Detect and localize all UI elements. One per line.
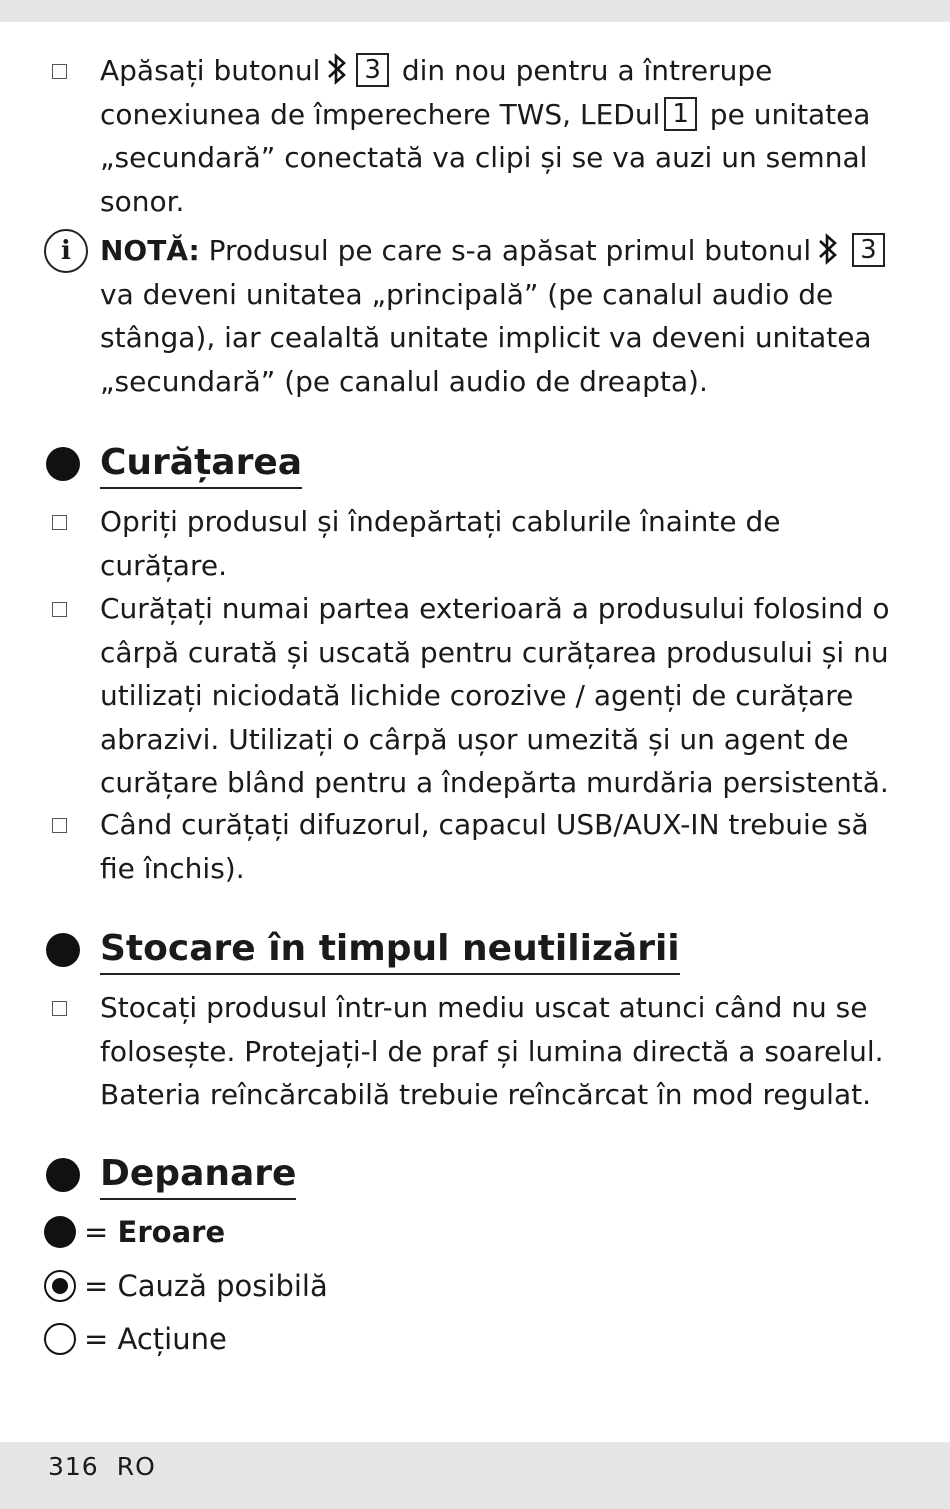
list-item: Când curățați difuzorul, capacul USB/AUX-IN trebuie să fie închis). bbox=[100, 808, 869, 885]
button-ref-box: 3 bbox=[852, 233, 885, 267]
text-part: Apăsați butonul bbox=[100, 54, 321, 87]
list-item: Opriți produsul și îndepărtați cablurile înainte de curățare. bbox=[100, 505, 781, 582]
section-title-cleaning: Curățarea bbox=[100, 441, 302, 489]
page-number: 316 bbox=[48, 1452, 99, 1481]
legend-row-cause bbox=[44, 1268, 328, 1304]
target-circle-icon bbox=[44, 1270, 76, 1302]
bullet-square-icon bbox=[52, 64, 67, 79]
bluetooth-icon bbox=[817, 232, 839, 266]
legend-text: = bbox=[84, 1215, 118, 1249]
bullet-square-icon bbox=[52, 818, 67, 833]
page-footer bbox=[48, 1452, 156, 1481]
bluetooth-icon bbox=[326, 52, 348, 86]
list-item: Stocați produsul într-un mediu uscat atunci când nu se folosește. Protejați-l de praf și lumina directă a soarelul. Bateria reîncărcabilă trebuie reîncărcat în mod regulat. bbox=[100, 991, 884, 1111]
section-title-storage: Stocare în timpul neutilizării bbox=[100, 927, 680, 975]
text-part: pe unitatea „secundară” conectată va clipi și se va auzi un semnal sonor. bbox=[100, 97, 871, 218]
legend-row-error bbox=[44, 1214, 225, 1250]
section-bullet-icon bbox=[46, 933, 80, 967]
filled-circle-icon bbox=[44, 1216, 76, 1248]
bullet-square-icon bbox=[52, 602, 67, 617]
list-item: Curățați numai partea exterioară a produsului folosind o cârpă curată și uscată pentru curățarea produsului și nu utilizați niciodată lichide corozive / agenți de curățare abrazivi. Utilizați o cârpă ușor umezită și un agent de curățare blând pentru a îndepărta murdăria persistentă. bbox=[100, 592, 890, 799]
section-title-troubleshooting: Depanare bbox=[100, 1152, 296, 1200]
top-band bbox=[0, 0, 950, 22]
empty-circle-icon bbox=[44, 1323, 76, 1355]
text-part: va deveni unitatea „principală” (pe canalul audio de stânga), iar cealaltă unitate implicit va deveni unitatea „secundară” (pe canalul audio de dreapta). bbox=[100, 277, 872, 398]
legend-row-action bbox=[44, 1321, 227, 1357]
legend-text: = Acțiune bbox=[84, 1322, 227, 1356]
tws-disconnect-paragraph bbox=[100, 49, 900, 223]
text-part: din nou pentru a întrerupe conexiunea de împerechere TWS, LEDul bbox=[100, 54, 773, 131]
led-ref-box: 1 bbox=[664, 97, 697, 131]
legend-label: Eroare bbox=[117, 1215, 226, 1249]
info-icon: i bbox=[44, 229, 88, 273]
note-paragraph bbox=[100, 229, 900, 403]
bullet-square-icon bbox=[52, 1001, 67, 1016]
note-label: NOTĂ: bbox=[100, 234, 200, 267]
legend-text: = Cauză posibilă bbox=[84, 1269, 328, 1303]
language-code: RO bbox=[116, 1452, 156, 1481]
button-ref-box: 3 bbox=[356, 53, 389, 87]
section-bullet-icon bbox=[46, 447, 80, 481]
bullet-square-icon bbox=[52, 515, 67, 530]
text-part: Produsul pe care s-a apăsat primul butonul bbox=[208, 234, 812, 267]
section-bullet-icon bbox=[46, 1158, 80, 1192]
